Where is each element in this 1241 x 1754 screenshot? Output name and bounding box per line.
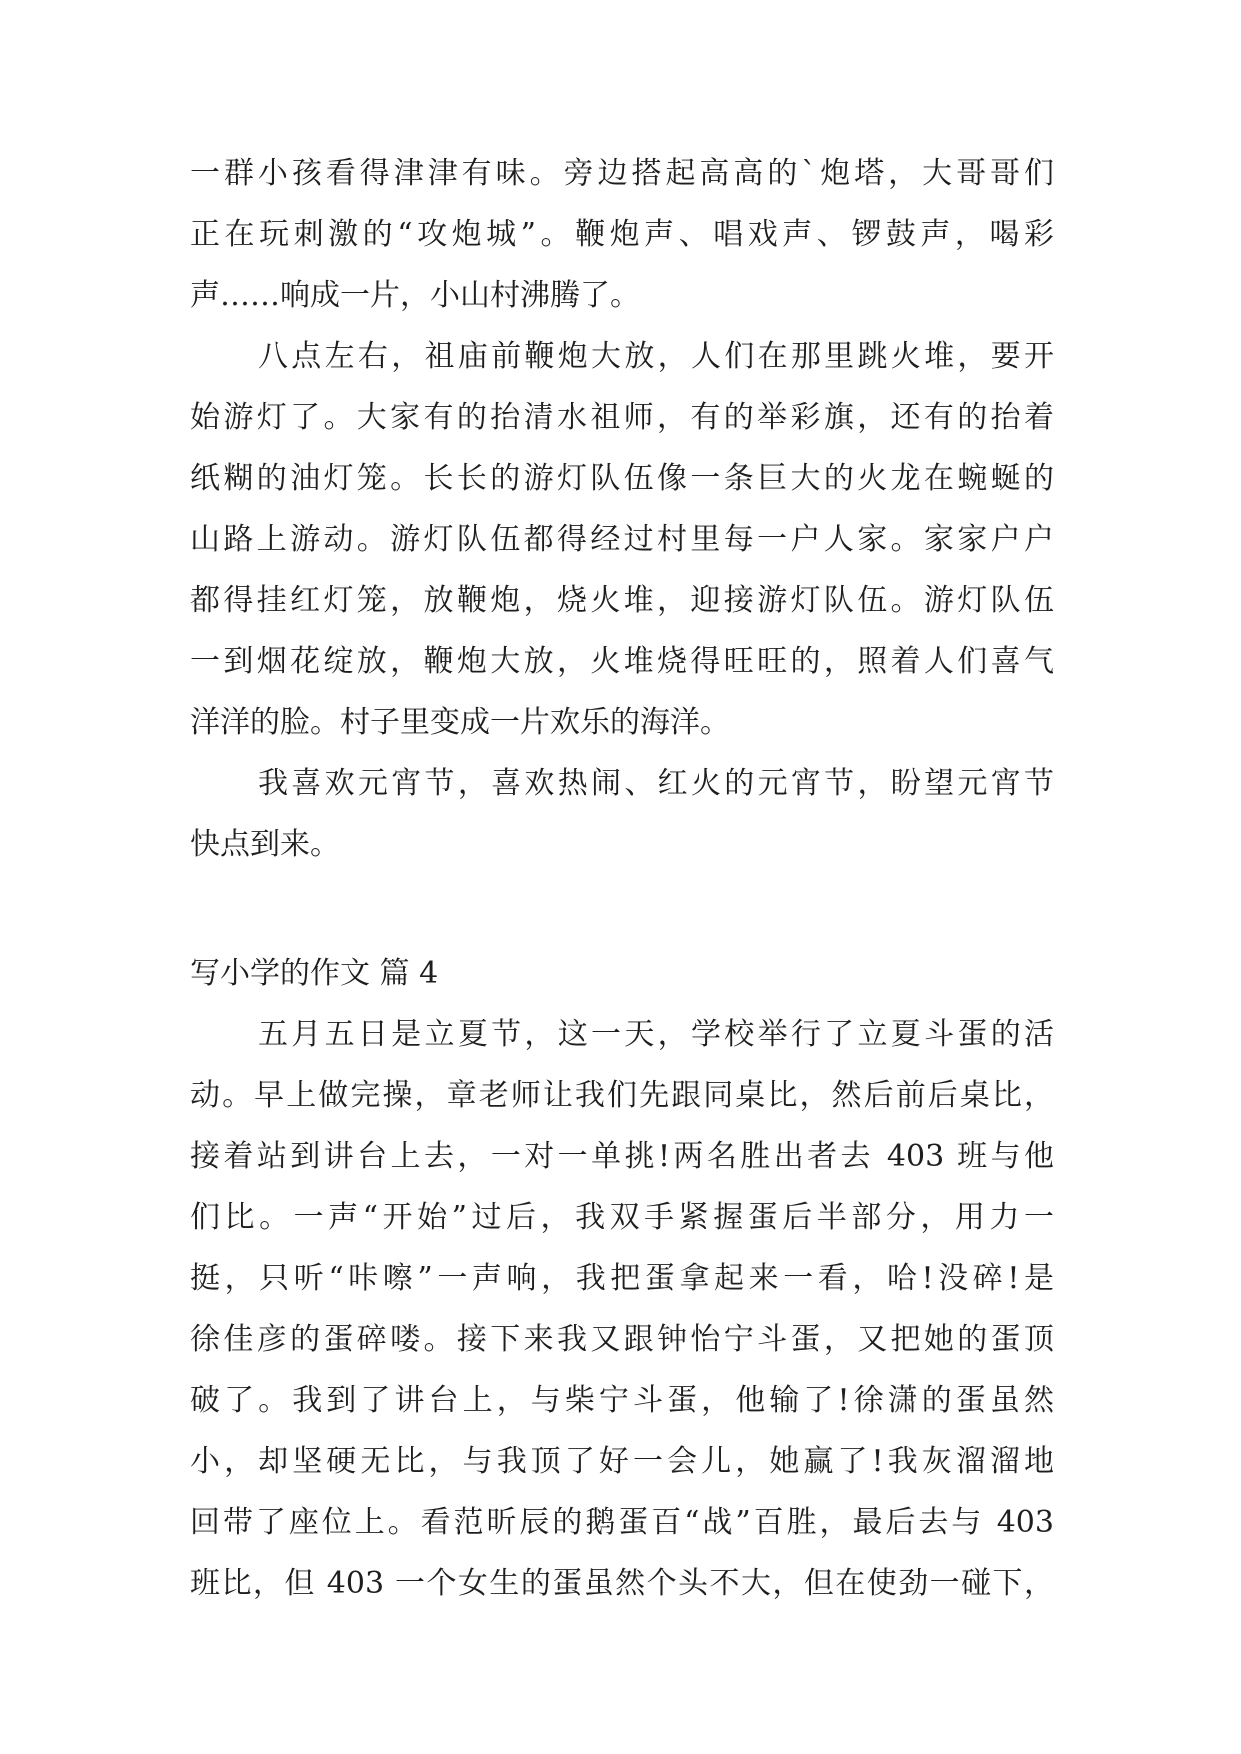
paragraph-1-line-3: 声……响成一片，小山村沸腾了。 (190, 278, 640, 313)
paragraph-3-line-1: 我喜欢元宵节，喜欢热闹、红火的元宵节，盼望元宵节 (258, 766, 1054, 801)
paragraph-4-line-1: 五月五日是立夏节，这一天，学校举行了立夏斗蛋的活 (258, 1017, 1054, 1052)
paragraph-2-line-6: 一到烟花绽放，鞭炮大放，火堆烧得旺旺的，照着人们喜气 (190, 644, 1054, 679)
section-heading: 写小学的作文 篇 4 (190, 956, 439, 991)
paragraph-2-line-2: 始游灯了。大家有的抬清水祖师，有的举彩旗，还有的抬着 (190, 400, 1054, 435)
paragraph-4-line-8: 小，却坚硬无比，与我顶了好一会儿，她赢了!我灰溜溜地 (190, 1444, 1054, 1479)
paragraph-4-line-4: 们比。一声“开始”过后，我双手紧握蛋后半部分，用力一 (190, 1200, 1054, 1235)
paragraph-2-line-4: 山路上游动。游灯队伍都得经过村里每一户人家。家家户户 (190, 522, 1054, 557)
paragraph-4-line-7: 破了。我到了讲台上，与柴宁斗蛋，他输了!徐潇的蛋虽然 (190, 1383, 1054, 1418)
paragraph-2-line-5: 都得挂红灯笼，放鞭炮，烧火堆，迎接游灯队伍。游灯队伍 (190, 583, 1054, 618)
paragraph-2-line-7: 洋洋的脸。村子里变成一片欢乐的海洋。 (190, 705, 730, 740)
paragraph-4-line-10: 班比，但 403 一个女生的蛋虽然个头不大，但在使劲一碰下， (190, 1566, 1054, 1601)
paragraph-4-line-6: 徐佳彦的蛋碎喽。接下来我又跟钟怡宁斗蛋，又把她的蛋顶 (190, 1322, 1054, 1357)
paragraph-4-line-9: 回带了座位上。看范昕辰的鹅蛋百“战”百胜，最后去与 403 (190, 1505, 1054, 1540)
paragraph-2-line-3: 纸糊的油灯笼。长长的游灯队伍像一条巨大的火龙在蜿蜒的 (190, 461, 1054, 496)
paragraph-1-line-1: 一群小孩看得津津有味。旁边搭起高高的`炮塔，大哥哥们 (190, 156, 1054, 191)
paragraph-1-line-2: 正在玩刺激的“攻炮城”。鞭炮声、唱戏声、锣鼓声，喝彩 (190, 217, 1054, 252)
paragraph-4-line-5: 挺，只听“咔嚓”一声响，我把蛋拿起来一看，哈!没碎!是 (190, 1261, 1054, 1296)
paragraph-3-line-2: 快点到来。 (190, 827, 340, 862)
paragraph-4-line-2: 动。早上做完操，章老师让我们先跟同桌比，然后前后桌比， (190, 1078, 1054, 1113)
paragraph-2-line-1: 八点左右，祖庙前鞭炮大放，人们在那里跳火堆，要开 (258, 339, 1054, 374)
paragraph-4-line-3: 接着站到讲台上去，一对一单挑!两名胜出者去 403 班与他 (190, 1139, 1054, 1174)
